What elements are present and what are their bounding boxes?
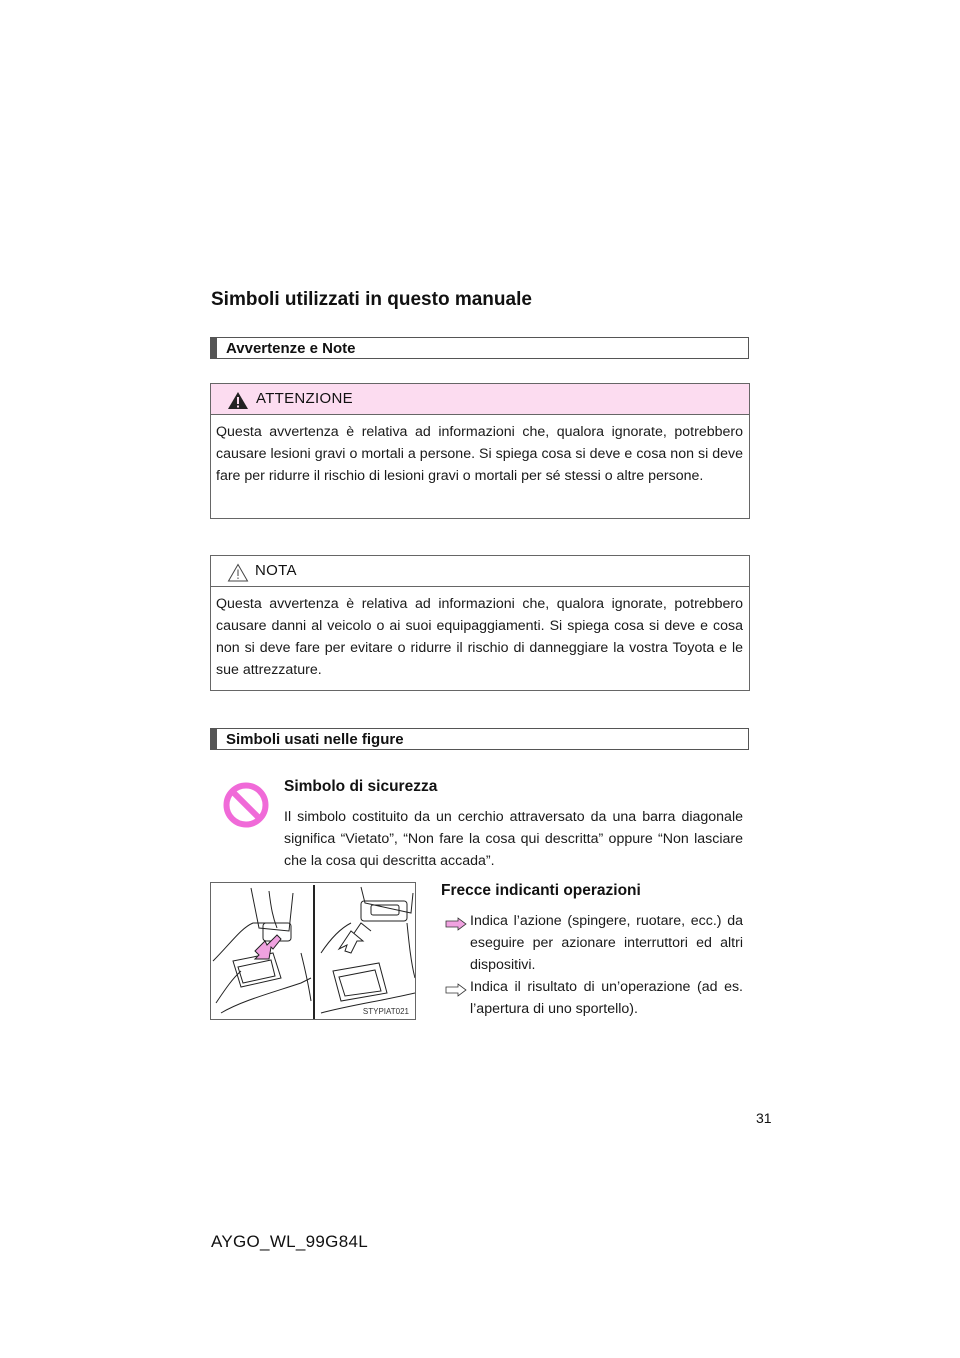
page-number: 31 (756, 1110, 772, 1126)
warning-box-header (211, 384, 749, 415)
note-box-title: NOTA (255, 562, 297, 579)
seatbelt-illustration (211, 883, 416, 1020)
footer-code: AYGO_WL_99G84L (211, 1232, 368, 1251)
caution-triangle-outline-icon (227, 563, 249, 582)
section-header-warnings (210, 337, 749, 359)
safety-symbol-text: Il simbolo costituito da un cerchio attraversato da una barra diagonale significa “Vietato”, “Non fare la cosa qui descritta” oppure “Non lasciare che la cosa qui descritta accada”. (284, 809, 743, 869)
prohibition-icon (222, 781, 270, 829)
warning-triangle-icon (227, 391, 249, 410)
outline-arrow-icon (445, 983, 467, 997)
filled-arrow-icon (445, 917, 467, 931)
figure-code: STYPIAT021 (362, 1007, 409, 1016)
page-title: Simboli utilizzati in questo manuale (211, 289, 532, 310)
arrows-title: Frecce indicanti operazioni (441, 882, 641, 899)
action-arrow-text: Indica l’azione (spingere, ruotare, ecc.) da eseguire per azionare interruttori ed altri dispositivi. (470, 913, 743, 973)
note-box-text: Questa avvertenza è relativa ad informazioni che, qualora ignorate, potrebbero causare danni al veicolo o ai suoi equipaggiamenti. Si spiega cosa si deve e cosa non si deve fare per evitare o ridurre il rischio di danneggiare la vostra Toyota e le sue attrezzature. (216, 596, 743, 678)
section-header-figures (210, 728, 749, 750)
warning-box (210, 383, 750, 519)
section-marker (211, 338, 217, 358)
section-title: Avvertenze e Note (226, 340, 356, 357)
note-box-header (211, 556, 749, 587)
warning-box-text: Questa avvertenza è relativa ad informazioni che, qualora ignorate, potrebbero causare lesioni gravi o mortali a persone. Si spiega cosa si deve e cosa non si deve fare per ridurre il rischio di lesioni gravi o mortali per sé stessi o altre persone. (216, 424, 743, 484)
note-box (210, 555, 750, 691)
section-title: Simboli usati nelle figure (226, 731, 404, 748)
seatbelt-figure (210, 882, 416, 1020)
warning-box-title: ATTENZIONE (256, 390, 353, 407)
safety-symbol-title: Simbolo di sicurezza (284, 778, 438, 795)
result-arrow-text: Indica il risultato di un’operazione (ad es. l’apertura di uno sportello). (470, 979, 743, 1017)
section-marker (211, 729, 217, 749)
